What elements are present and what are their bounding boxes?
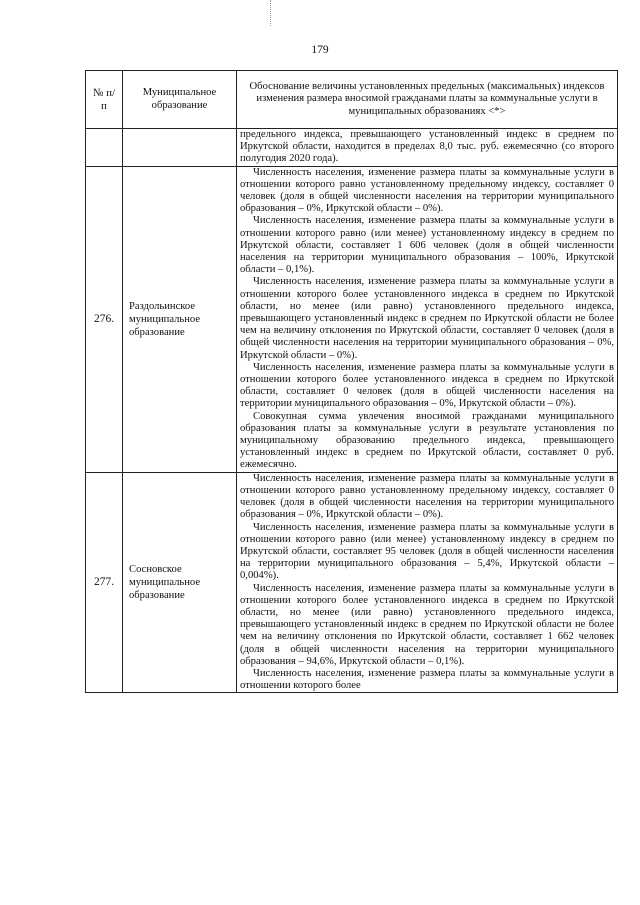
row-municipality: Раздольинское муниципальное образование	[123, 166, 237, 472]
row-justification	[237, 166, 618, 472]
justification-paragraph: Совокупная сумма увлечения вносимой гражданами муниципального образования платы за коммунальные услуги в результате установления по муниципальному образованию предельного индекса, превышающего установленный индекс в среднем по Иркутской области, составляет 0 руб. ежемесячно.	[240, 410, 614, 471]
justification-paragraph: Численность населения, изменение размера платы за коммунальные услуги в отношении которого равно установленному предельному индексу, составляет 0 человек (доля в общей численности населения на территории муниципального образования – 0%, Иркутской области – 0%).	[240, 472, 614, 521]
scan-artifact	[270, 0, 277, 26]
continuation-paragraph: предельного индекса, превышающего установленный индекс в среднем по Иркутской области, находится в пределах 8,0 тыс. руб. ежемесячно (со второго полугодия 2020 года).	[240, 129, 614, 165]
header-number: № п/п	[86, 71, 123, 129]
table-row-277	[86, 472, 618, 693]
continuation-row	[86, 129, 618, 167]
header-justification: Обоснование величины установленных предельных (максимальных) индексов изменения размера вносимой гражданами платы за коммунальные услуги в муниципальных образованиях <*>	[237, 71, 618, 129]
continuation-muni-cell	[123, 129, 237, 167]
row-number: 277.	[86, 472, 123, 693]
justification-paragraph: Численность населения, изменение размера платы за коммунальные услуги в отношении которого равно (или менее) установленному индексу в среднем по Иркутской области, составляет 95 человек (доля в общей численности населения на территории муниципального образования – 5,4%, Иркутской области – 0,004%).	[240, 521, 614, 582]
justification-paragraph: Численность населения, изменение размера платы за коммунальные услуги в отношении которого равно (или менее) установленному индексу в среднем по Иркутской области, составляет 1 606 человек (доля в общей численности населения на территории муниципального образования – 100%, Иркутской области – 0,1%).	[240, 215, 614, 276]
page-number: 179	[311, 44, 329, 56]
row-justification	[237, 472, 618, 693]
justification-paragraph: Численность населения, изменение размера платы за коммунальные услуги в отношении которого более установленного индекса в среднем по Иркутской области, составляет 0 человек (доля в общей численности населения на территории муниципального образования – 0%, Иркутской области – 0%).	[240, 361, 614, 410]
table-row-276	[86, 166, 618, 472]
justification-paragraph: Численность населения, изменение размера платы за коммунальные услуги в отношении которого более	[240, 667, 614, 692]
justification-paragraph: Численность населения, изменение размера платы за коммунальные услуги в отношении которого равно установленному предельному индексу, составляет 0 человек (доля в общей численности населения на территории муниципального образования – 0%, Иркутской области – 0%).	[240, 166, 614, 215]
continuation-text-cell	[237, 129, 618, 167]
justification-paragraph: Численность населения, изменение размера платы за коммунальные услуги в отношении которого более установленного индекса в среднем по Иркутской области, но менее (или равно) установленного предельного индекса, превышающего установленный индекс в среднем по Иркутской области не более чем на величину отклонения по Иркутской области, составляет 1 662 человек (доля в общей численности населения на территории муниципального образования – 94,6%, Иркутской области – 0,1%).	[240, 582, 614, 667]
continuation-num-cell	[86, 129, 123, 167]
justification-table	[85, 70, 618, 693]
table-header-row	[86, 71, 618, 129]
justification-paragraph: Численность населения, изменение размера платы за коммунальные услуги в отношении которого более установленного индекса в среднем по Иркутской области, но менее (или равно) установленного предельного индекса, превышающего установленный индекс в среднем по Иркутской области не более чем на величину отклонения по Иркутской области, составляет 0 человек (доля в общей численности населения на территории муниципального образования – 0%, Иркутской области – 0%).	[240, 276, 614, 361]
row-number: 276.	[86, 166, 123, 472]
row-municipality: Сосновское муниципальное образование	[123, 472, 237, 693]
header-municipality: Муниципальное образование	[123, 71, 237, 129]
